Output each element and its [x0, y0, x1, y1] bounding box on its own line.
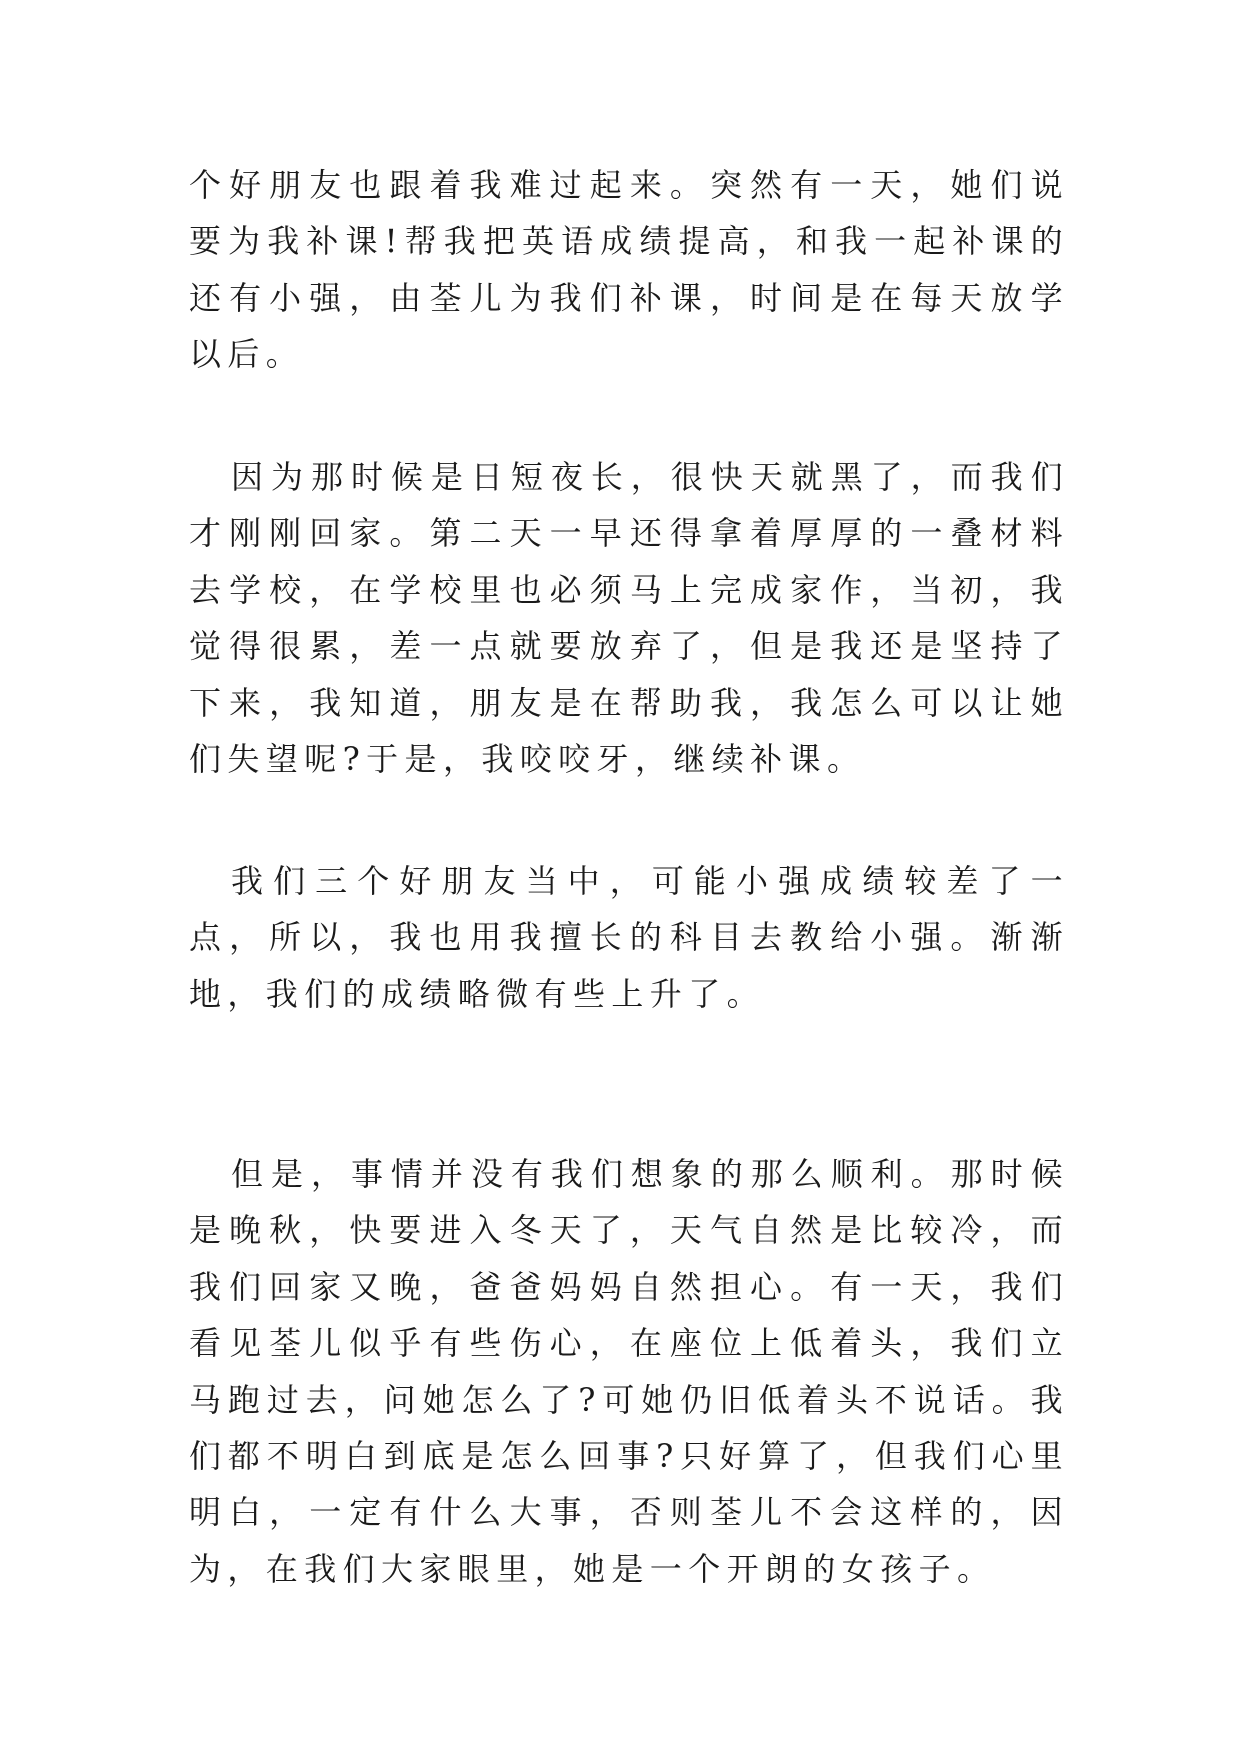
- paragraph-3: 我们三个好朋友当中，可能小强成绩较差了一点，所以，我也用我擅长的科目去教给小强。渐渐地，我们的成绩略微有些上升了。: [189, 862, 1069, 1013]
- paragraph-1: 个好朋友也跟着我难过起来。突然有一天，她们说要为我补课!帮我把英语成绩提高，和我一起补课的还有小强，由荃儿为我们补课，时间是在每天放学以后。: [189, 166, 1069, 374]
- paragraph-2: 因为那时候是日短夜长，很快天就黑了，而我们才刚刚回家。第二天一早还得拿着厚厚的一叠材料去学校，在学校里也必须马上完成家作，当初，我觉得很累，差一点就要放弃了，但是我还是坚持了下来，我知道，朋友是在帮助我，我怎么可以让她们失望呢?于是，我咬咬牙，继续补课。: [189, 458, 1069, 779]
- paragraph-4: 但是，事情并没有我们想象的那么顺利。那时候是晚秋，快要进入冬天了，天气自然是比较冷，而我们回家又晚，爸爸妈妈自然担心。有一天，我们看见荃儿似乎有些伤心，在座位上低着头，我们立马跑过去，问她怎么了?可她仍旧低着头不说话。我们都不明白到底是怎么回事?只好算了，但我们心里明白，一定有什么大事，否则荃儿不会这样的，因为，在我们大家眼里，她是一个开朗的女孩子。: [189, 1155, 1069, 1588]
